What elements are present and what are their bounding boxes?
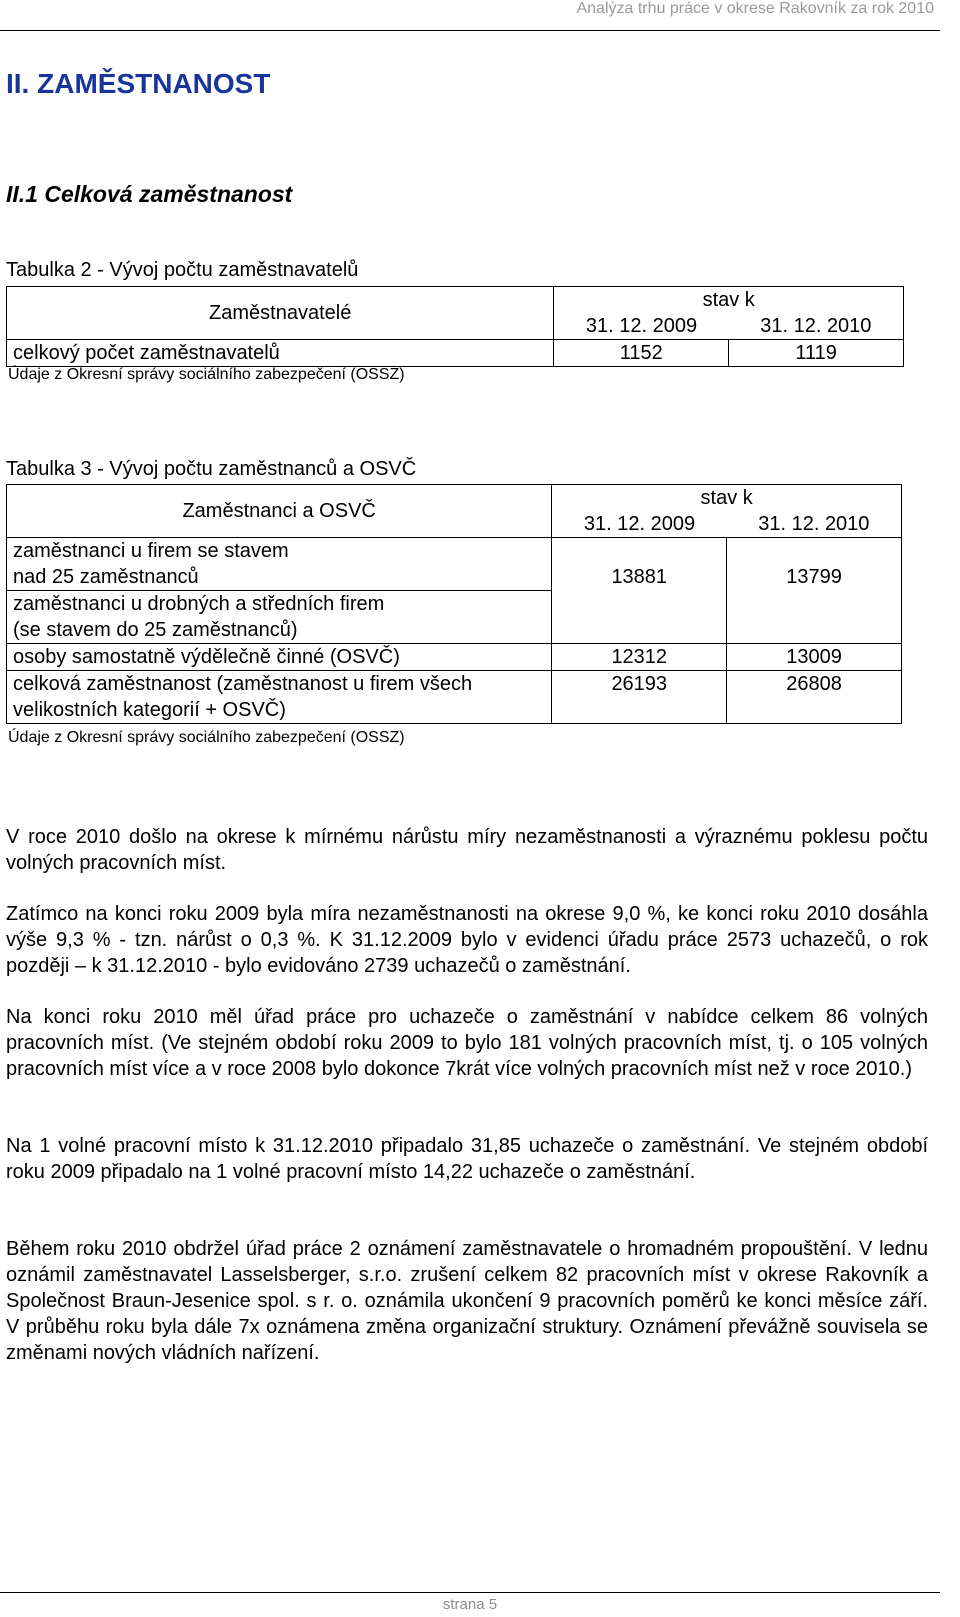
subsection-title: II.1 Celková zaměstnanost [6, 181, 293, 207]
table2-col-2009: 31. 12. 2009 [554, 313, 729, 340]
table3-row-header: Zaměstnanci a OSVČ [7, 485, 552, 538]
row-label-line: zaměstnanci u firem se stavem [13, 540, 289, 562]
paragraph: V roce 2010 došlo na okrese k mírnému nárůstu míry nezaměstnanosti a výraznému poklesu počtu volných pracovních míst. [6, 826, 928, 874]
row-label-line: celková zaměstnanost (zaměstnanost u firem všech [13, 673, 473, 695]
section-title: II. ZAMĚSTNANOST [6, 68, 271, 99]
table3-row-label [7, 538, 552, 591]
table2-cell: 1119 [729, 340, 904, 367]
header-title: Analýza trhu práce v okrese Rakovník za rok 2010 [576, 0, 934, 17]
row-label-line: (se stavem do 25 zaměstnanců) [13, 619, 298, 641]
paragraph: Zatímco na konci roku 2009 byla míra nezaměstnanosti na okrese 9,0 %, ke konci roku 2010 dosáhla výše 9,3 % - tzn. nárůst o 0,3 %. K 31.12.2009 bylo v evidenci úřadu práce 2573 uchazečů, o rok později – k 31.12.2010 - bylo evidováno 2739 uchazečů o zaměstnání. [6, 903, 928, 977]
table2-source: Údaje z Okresní správy sociálního zabezpečení (OSSZ) [8, 366, 405, 383]
table2-caption: Tabulka 2 - Vývoj počtu zaměstnavatelů [6, 259, 359, 281]
table3-row-label [7, 591, 552, 644]
table3-col-2010: 31. 12. 2010 [727, 511, 902, 538]
table2-col-2010: 31. 12. 2010 [729, 313, 904, 340]
row-label-line: velikostních kategorií + OSVČ) [13, 699, 286, 721]
table-row [7, 538, 902, 591]
table3-merged-cell: 13881 [552, 538, 727, 644]
table-row [7, 340, 904, 367]
table3-caption: Tabulka 3 - Vývoj počtu zaměstnanců a OSVČ [6, 458, 417, 480]
footer-rule [0, 1592, 940, 1593]
table2-group-header: stav k [554, 287, 904, 314]
table3-row-label: osoby samostatně výdělečně činné (OSVČ) [7, 644, 552, 671]
table3-merged-cell: 13799 [727, 538, 902, 644]
row-label-line: nad 25 zaměstnanců [13, 566, 199, 588]
paragraph: Během roku 2010 obdržel úřad práce 2 oznámení zaměstnavatele o hromadném propouštění. V lednu oznámil zaměstnavatel Lasselsberger, s.r.o. zrušení celkem 82 pracovních míst v okrese Rakovník a Společnost Braun-Jesenice spol. s r. o. oznámila ukončení 9 pracovních poměrů ke konci měsíce září. V průběhu roku byla dále 7x oznámena změna organizační struktury. Oznámení převážně souvisela se změnami nových vládních nařízení. [6, 1238, 928, 1364]
page-number: strana 5 [442, 1596, 498, 1613]
table3-cell: 26193 [552, 671, 727, 724]
paragraph: Na 1 volné pracovní místo k 31.12.2010 připadalo 31,85 uchazeče o zaměstnání. Ve stejném období roku 2009 připadalo na 1 volné pracovní místo 14,22 uchazeče o zaměstnání. [6, 1135, 928, 1183]
table3-col-2009: 31. 12. 2009 [552, 511, 727, 538]
employers-table [6, 286, 904, 367]
table3-cell: 13009 [727, 644, 902, 671]
table2-row-header: Zaměstnavatelé [7, 287, 554, 340]
table3-cell: 12312 [552, 644, 727, 671]
page-header [0, 0, 940, 31]
table-row [7, 644, 902, 671]
table3-group-header: stav k [552, 485, 902, 512]
table3-row-label [7, 671, 552, 724]
table2-cell: 1152 [554, 340, 729, 367]
table-row [7, 671, 902, 724]
paragraph: Na konci roku 2010 měl úřad práce pro uchazeče o zaměstnání v nabídce celkem 86 volných pracovních míst. (Ve stejném období roku 2009 to bylo 181 volných pracovních míst, tj. o 105 volných pracovních míst více a v roce 2008 bylo dokonce 7krát více volných pracovních míst než v roce 2010.) [6, 1006, 928, 1080]
row-label-line: zaměstnanci u drobných a středních firem [13, 593, 385, 615]
table3-source: Údaje z Okresní správy sociálního zabezpečení (OSSZ) [8, 729, 405, 746]
table2-row-label: celkový počet zaměstnavatelů [7, 340, 554, 367]
employees-table [6, 484, 902, 724]
table3-cell: 26808 [727, 671, 902, 724]
